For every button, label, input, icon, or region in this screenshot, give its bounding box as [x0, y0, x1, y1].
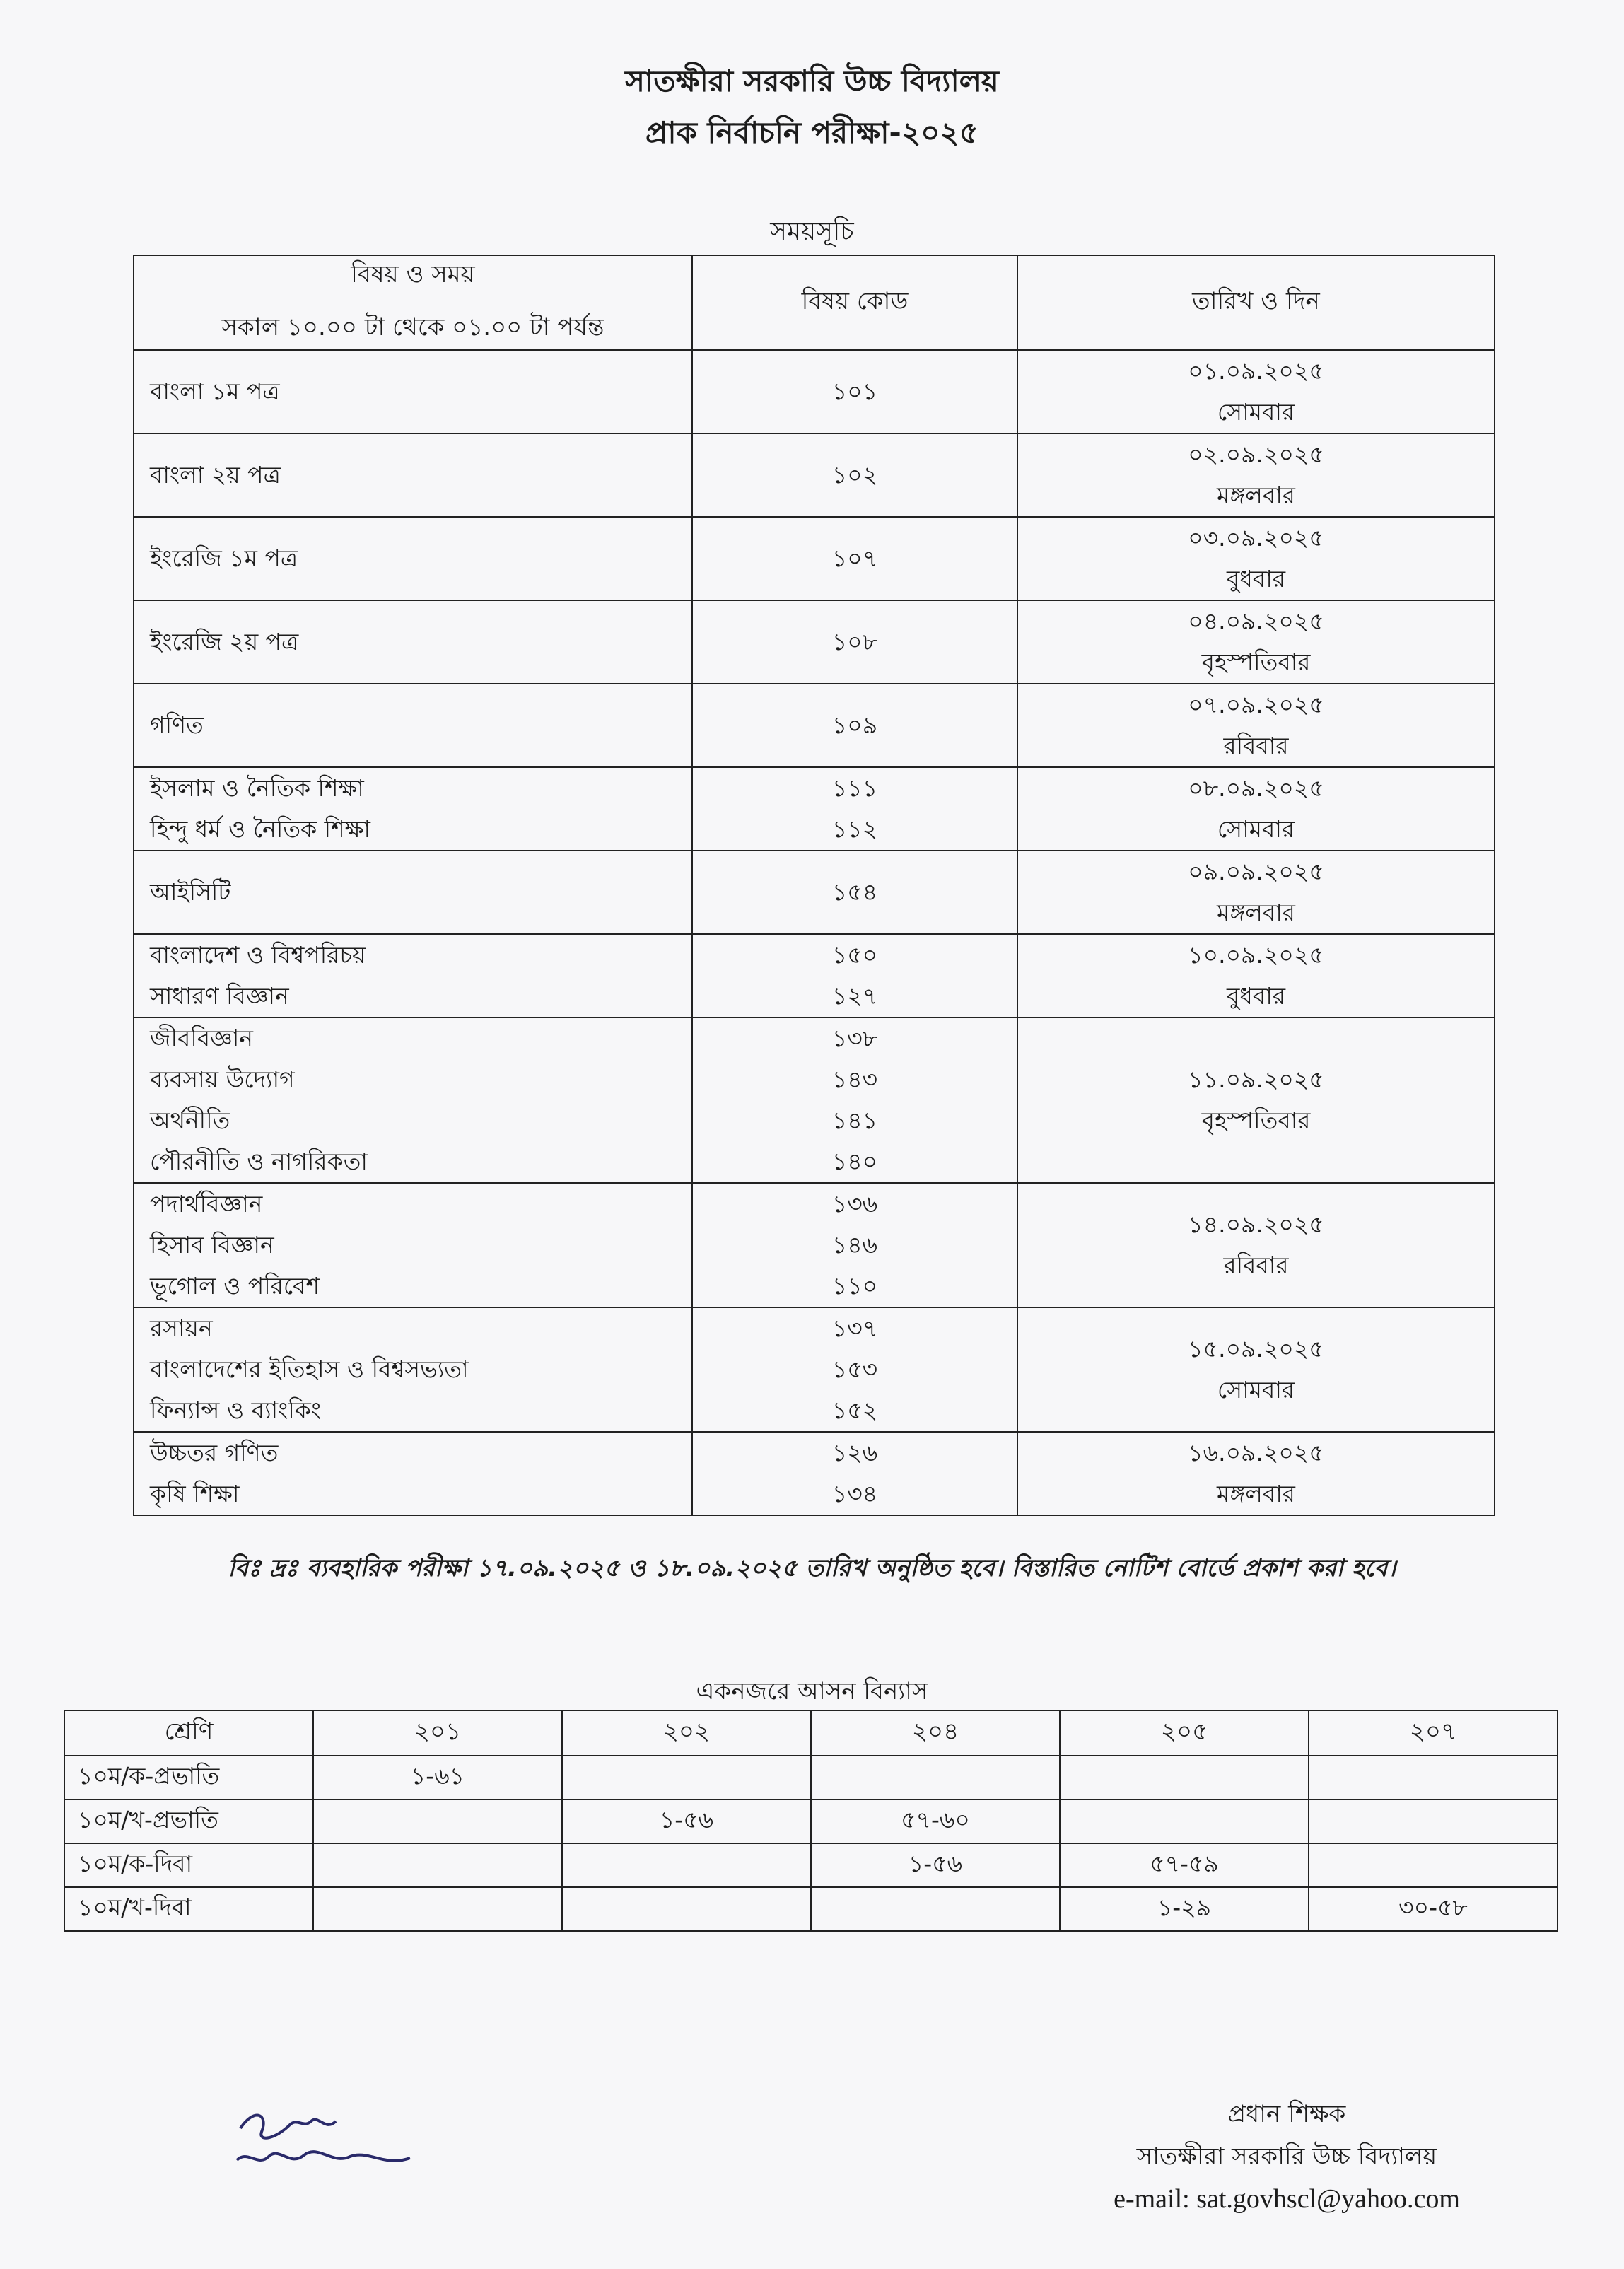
date-cell — [1017, 934, 1495, 1017]
exam-day: মঙ্গলবার — [1217, 899, 1295, 926]
room-column-header: ২০৫ — [1060, 1710, 1309, 1756]
subject-cell — [134, 1017, 692, 1183]
exam-date: ০৩.০৯.২০২৫ — [1188, 524, 1324, 552]
routine-row — [134, 350, 1495, 433]
subject-name: রসায়ন — [150, 1314, 213, 1342]
date-cell — [1017, 1307, 1495, 1432]
exam-routine-table — [133, 255, 1495, 1516]
roll-range — [562, 1756, 811, 1800]
code-column-header: বিষয় কোড — [692, 255, 1017, 350]
code-cell — [692, 1017, 1017, 1183]
roll-range — [313, 1843, 562, 1887]
subject-code: ১৪০ — [831, 1148, 878, 1175]
seating-caption: একনজরে আসন বিন্যাস — [696, 1677, 928, 1705]
subject-code: ১০১ — [831, 378, 878, 405]
seating-row — [64, 1756, 1558, 1800]
exam-date: ০৮.০৯.২০২৫ — [1188, 774, 1324, 802]
subject-code: ১০৮ — [831, 628, 878, 655]
roll-range — [1309, 1756, 1558, 1800]
subject-cell — [134, 1307, 692, 1432]
room-column-header: ২০২ — [562, 1710, 811, 1756]
subject-cell — [134, 600, 692, 684]
seating-row — [64, 1800, 1558, 1843]
exam-date: ০৪.০৯.২০২৫ — [1188, 607, 1324, 635]
subject-cell — [134, 934, 692, 1017]
subject-cell — [134, 684, 692, 767]
subject-cell — [134, 1183, 692, 1307]
subject-cell — [134, 350, 692, 433]
roll-range: ১-৬১ — [313, 1756, 562, 1800]
roll-range: ৫৭-৫৯ — [1060, 1843, 1309, 1887]
subject-code: ১১০ — [831, 1272, 878, 1300]
subject-name: গণিত — [150, 711, 204, 739]
subject-name: ফিন্যান্স ও ব্যাংকিং — [150, 1396, 322, 1424]
exam-date: ১৬.০৯.২০২৫ — [1188, 1439, 1324, 1466]
signatory-school: সাতক্ষীরা সরকারি উচ্চ বিদ্যালয় — [1136, 2142, 1437, 2171]
exam-day: বৃহস্পতিবার — [1201, 648, 1311, 676]
subject-name: ইংরেজি ১ম পত্র — [150, 544, 298, 572]
practical-exam-note: বিঃ দ্রঃ ব্যবহারিক পরীক্ষা ১৭.০৯.২০২৫ ও ১৮.০৯.২০২৫ তারিখ অনুষ্ঠিত হবে। বিস্তারিত নোটিশ বোর্ডে প্রকাশ করা হবে। — [228, 1554, 1396, 1582]
schedule-caption: সময়সূচি — [770, 217, 854, 246]
headmaster-signature — [226, 2100, 438, 2185]
subject-cell — [134, 433, 692, 517]
roll-range: ১-৫৬ — [562, 1800, 811, 1843]
class-section: ১০ম/খ-প্রভাতি — [64, 1800, 313, 1843]
subject-name: উচ্চতর গণিত — [150, 1439, 279, 1466]
exam-date: ১৫.০৯.২০২৫ — [1188, 1335, 1324, 1363]
roll-range — [811, 1756, 1060, 1800]
roll-range: ১-২৯ — [1060, 1887, 1309, 1931]
exam-day: রবিবার — [1223, 1252, 1289, 1279]
exam-day: বুধবার — [1227, 982, 1285, 1010]
routine-row — [134, 767, 1495, 851]
subject-name: বাংলাদেশ ও বিশ্বপরিচয় — [150, 941, 366, 969]
class-section: ১০ম/খ-দিবা — [64, 1887, 313, 1931]
subject-name: ব্যবসায় উদ্যোগ — [150, 1066, 295, 1093]
subject-code: ১০৯ — [831, 711, 878, 739]
seating-row — [64, 1887, 1558, 1931]
code-cell — [692, 684, 1017, 767]
subject-code: ১৫২ — [831, 1396, 878, 1424]
routine-row — [134, 851, 1495, 934]
date-cell — [1017, 684, 1495, 767]
exam-date: ০২.০৯.২০২৫ — [1188, 441, 1324, 468]
room-column-header: ২০৭ — [1309, 1710, 1558, 1756]
subject-name: বাংলাদেশের ইতিহাস ও বিশ্বসভ্যতা — [150, 1355, 469, 1383]
code-cell — [692, 1307, 1017, 1432]
date-cell — [1017, 350, 1495, 433]
subject-name: পদার্থবিজ্ঞান — [150, 1190, 263, 1218]
date-cell — [1017, 433, 1495, 517]
subject-code: ১৩৮ — [831, 1025, 878, 1052]
subject-code: ১৪৩ — [831, 1066, 878, 1093]
subject-name: ভূগোল ও পরিবেশ — [150, 1272, 320, 1300]
routine-row — [134, 600, 1495, 684]
subject-cell — [134, 767, 692, 851]
exam-date: ১০.০৯.২০২৫ — [1188, 941, 1324, 969]
subject-code: ১১১ — [831, 774, 878, 802]
subject-name: আইসিটি — [150, 878, 231, 906]
subject-code: ১০৭ — [831, 544, 878, 572]
date-cell — [1017, 767, 1495, 851]
subject-name: সাধারণ বিজ্ঞান — [150, 982, 289, 1010]
roll-range — [1060, 1800, 1309, 1843]
code-cell — [692, 600, 1017, 684]
date-cell — [1017, 517, 1495, 600]
routine-row — [134, 1432, 1495, 1515]
exam-day: মঙ্গলবার — [1217, 482, 1295, 509]
code-cell — [692, 767, 1017, 851]
subject-code: ১৪৬ — [831, 1231, 878, 1259]
roll-range: ৫৭-৬০ — [811, 1800, 1060, 1843]
subject-code: ১৫৪ — [831, 878, 878, 906]
roll-range — [1309, 1800, 1558, 1843]
subject-code: ১৩৬ — [831, 1190, 878, 1218]
exam-date: ১১.০৯.২০২৫ — [1188, 1066, 1324, 1093]
subject-name: পৌরনীতি ও নাগরিকতা — [150, 1148, 368, 1175]
exam-day: সোমবার — [1217, 1376, 1295, 1404]
subject-name: কৃষি শিক্ষা — [150, 1480, 240, 1507]
seating-row — [64, 1843, 1558, 1887]
roll-range: ৩০-৫৮ — [1309, 1887, 1558, 1931]
date-cell — [1017, 1432, 1495, 1515]
code-cell — [692, 1183, 1017, 1307]
routine-row — [134, 934, 1495, 1017]
subject-cell — [134, 851, 692, 934]
exam-date: ০৭.০৯.২০২৫ — [1188, 691, 1324, 718]
seating-table — [64, 1710, 1558, 1932]
exam-day: সোমবার — [1217, 398, 1295, 426]
room-column-header: ২০৪ — [811, 1710, 1060, 1756]
subject-code: ১২৭ — [831, 982, 878, 1010]
code-cell — [692, 517, 1017, 600]
room-column-header: ২০১ — [313, 1710, 562, 1756]
subject-name: বাংলা ২য় পত্র — [150, 461, 281, 489]
subject-code: ১৫৩ — [831, 1355, 878, 1383]
date-cell — [1017, 851, 1495, 934]
subject-code: ১২৬ — [831, 1439, 878, 1466]
date-column-header: তারিখ ও দিন — [1017, 255, 1495, 350]
subject-column-header: বিষয় ও সময় সকাল ১০.০০ টা থেকে ০১.০০ টা পর্যন্ত — [134, 255, 692, 350]
subject-cell — [134, 1432, 692, 1515]
subject-name: জীববিজ্ঞান — [150, 1025, 253, 1052]
subject-code: ১৫০ — [831, 941, 878, 969]
exam-title: প্রাক নির্বাচনি পরীক্ষা-২০২৫ — [645, 115, 979, 150]
exam-time: সকাল ১০.০০ টা থেকে ০১.০০ টা পর্যন্ত — [221, 313, 604, 342]
code-cell — [692, 350, 1017, 433]
roll-range: ১-৫৬ — [811, 1843, 1060, 1887]
roll-range — [562, 1843, 811, 1887]
subject-code: ১১২ — [831, 815, 878, 843]
subject-name: হিন্দু ধর্ম ও নৈতিক শিক্ষা — [150, 815, 370, 843]
subject-cell — [134, 517, 692, 600]
contact-email[interactable]: e-mail: sat.govhscl@yahoo.com — [1114, 2184, 1460, 2214]
roll-range — [562, 1887, 811, 1931]
class-section: ১০ম/ক-প্রভাতি — [64, 1756, 313, 1800]
code-cell — [692, 934, 1017, 1017]
date-cell — [1017, 1183, 1495, 1307]
roll-range — [1309, 1843, 1558, 1887]
subject-code: ১০২ — [831, 461, 878, 489]
class-section: ১০ম/ক-দিবা — [64, 1843, 313, 1887]
routine-row — [134, 1183, 1495, 1307]
exam-day: বুধবার — [1227, 565, 1285, 593]
subject-name: বাংলা ১ম পত্র — [150, 378, 280, 405]
subject-name: অর্থনীতি — [150, 1107, 230, 1134]
designation: প্রধান শিক্ষক — [1227, 2100, 1346, 2128]
subject-name: ইংরেজি ২য় পত্র — [150, 628, 299, 655]
school-name: সাতক্ষীরা সরকারি উচ্চ বিদ্যালয় — [625, 64, 999, 98]
exam-date: ১৪.০৯.২০২৫ — [1188, 1211, 1324, 1238]
routine-row — [134, 684, 1495, 767]
roll-range — [313, 1887, 562, 1931]
exam-day: মঙ্গলবার — [1217, 1480, 1295, 1507]
exam-day: রবিবার — [1223, 732, 1289, 759]
routine-row — [134, 517, 1495, 600]
roll-range — [313, 1800, 562, 1843]
routine-row — [134, 433, 1495, 517]
subject-code: ১৩৪ — [831, 1480, 878, 1507]
exam-day: বৃহস্পতিবার — [1201, 1107, 1311, 1134]
code-cell — [692, 851, 1017, 934]
exam-date: ০১.০৯.২০২৫ — [1188, 357, 1324, 385]
roll-range — [1060, 1756, 1309, 1800]
code-cell — [692, 1432, 1017, 1515]
routine-row — [134, 1017, 1495, 1183]
routine-row — [134, 1307, 1495, 1432]
subject-code: ১৪১ — [831, 1107, 878, 1134]
subject-name: হিসাব বিজ্ঞান — [150, 1231, 274, 1259]
exam-date: ০৯.০৯.২০২৫ — [1188, 858, 1324, 885]
date-cell — [1017, 600, 1495, 684]
subject-name: ইসলাম ও নৈতিক শিক্ষা — [150, 774, 364, 802]
signature-block — [1032, 2093, 1541, 2220]
roll-range — [811, 1887, 1060, 1931]
subject-code: ১৩৭ — [831, 1314, 878, 1342]
exam-day: সোমবার — [1217, 815, 1295, 843]
class-column-header: শ্রেণি — [64, 1710, 313, 1756]
code-cell — [692, 433, 1017, 517]
date-cell — [1017, 1017, 1495, 1183]
